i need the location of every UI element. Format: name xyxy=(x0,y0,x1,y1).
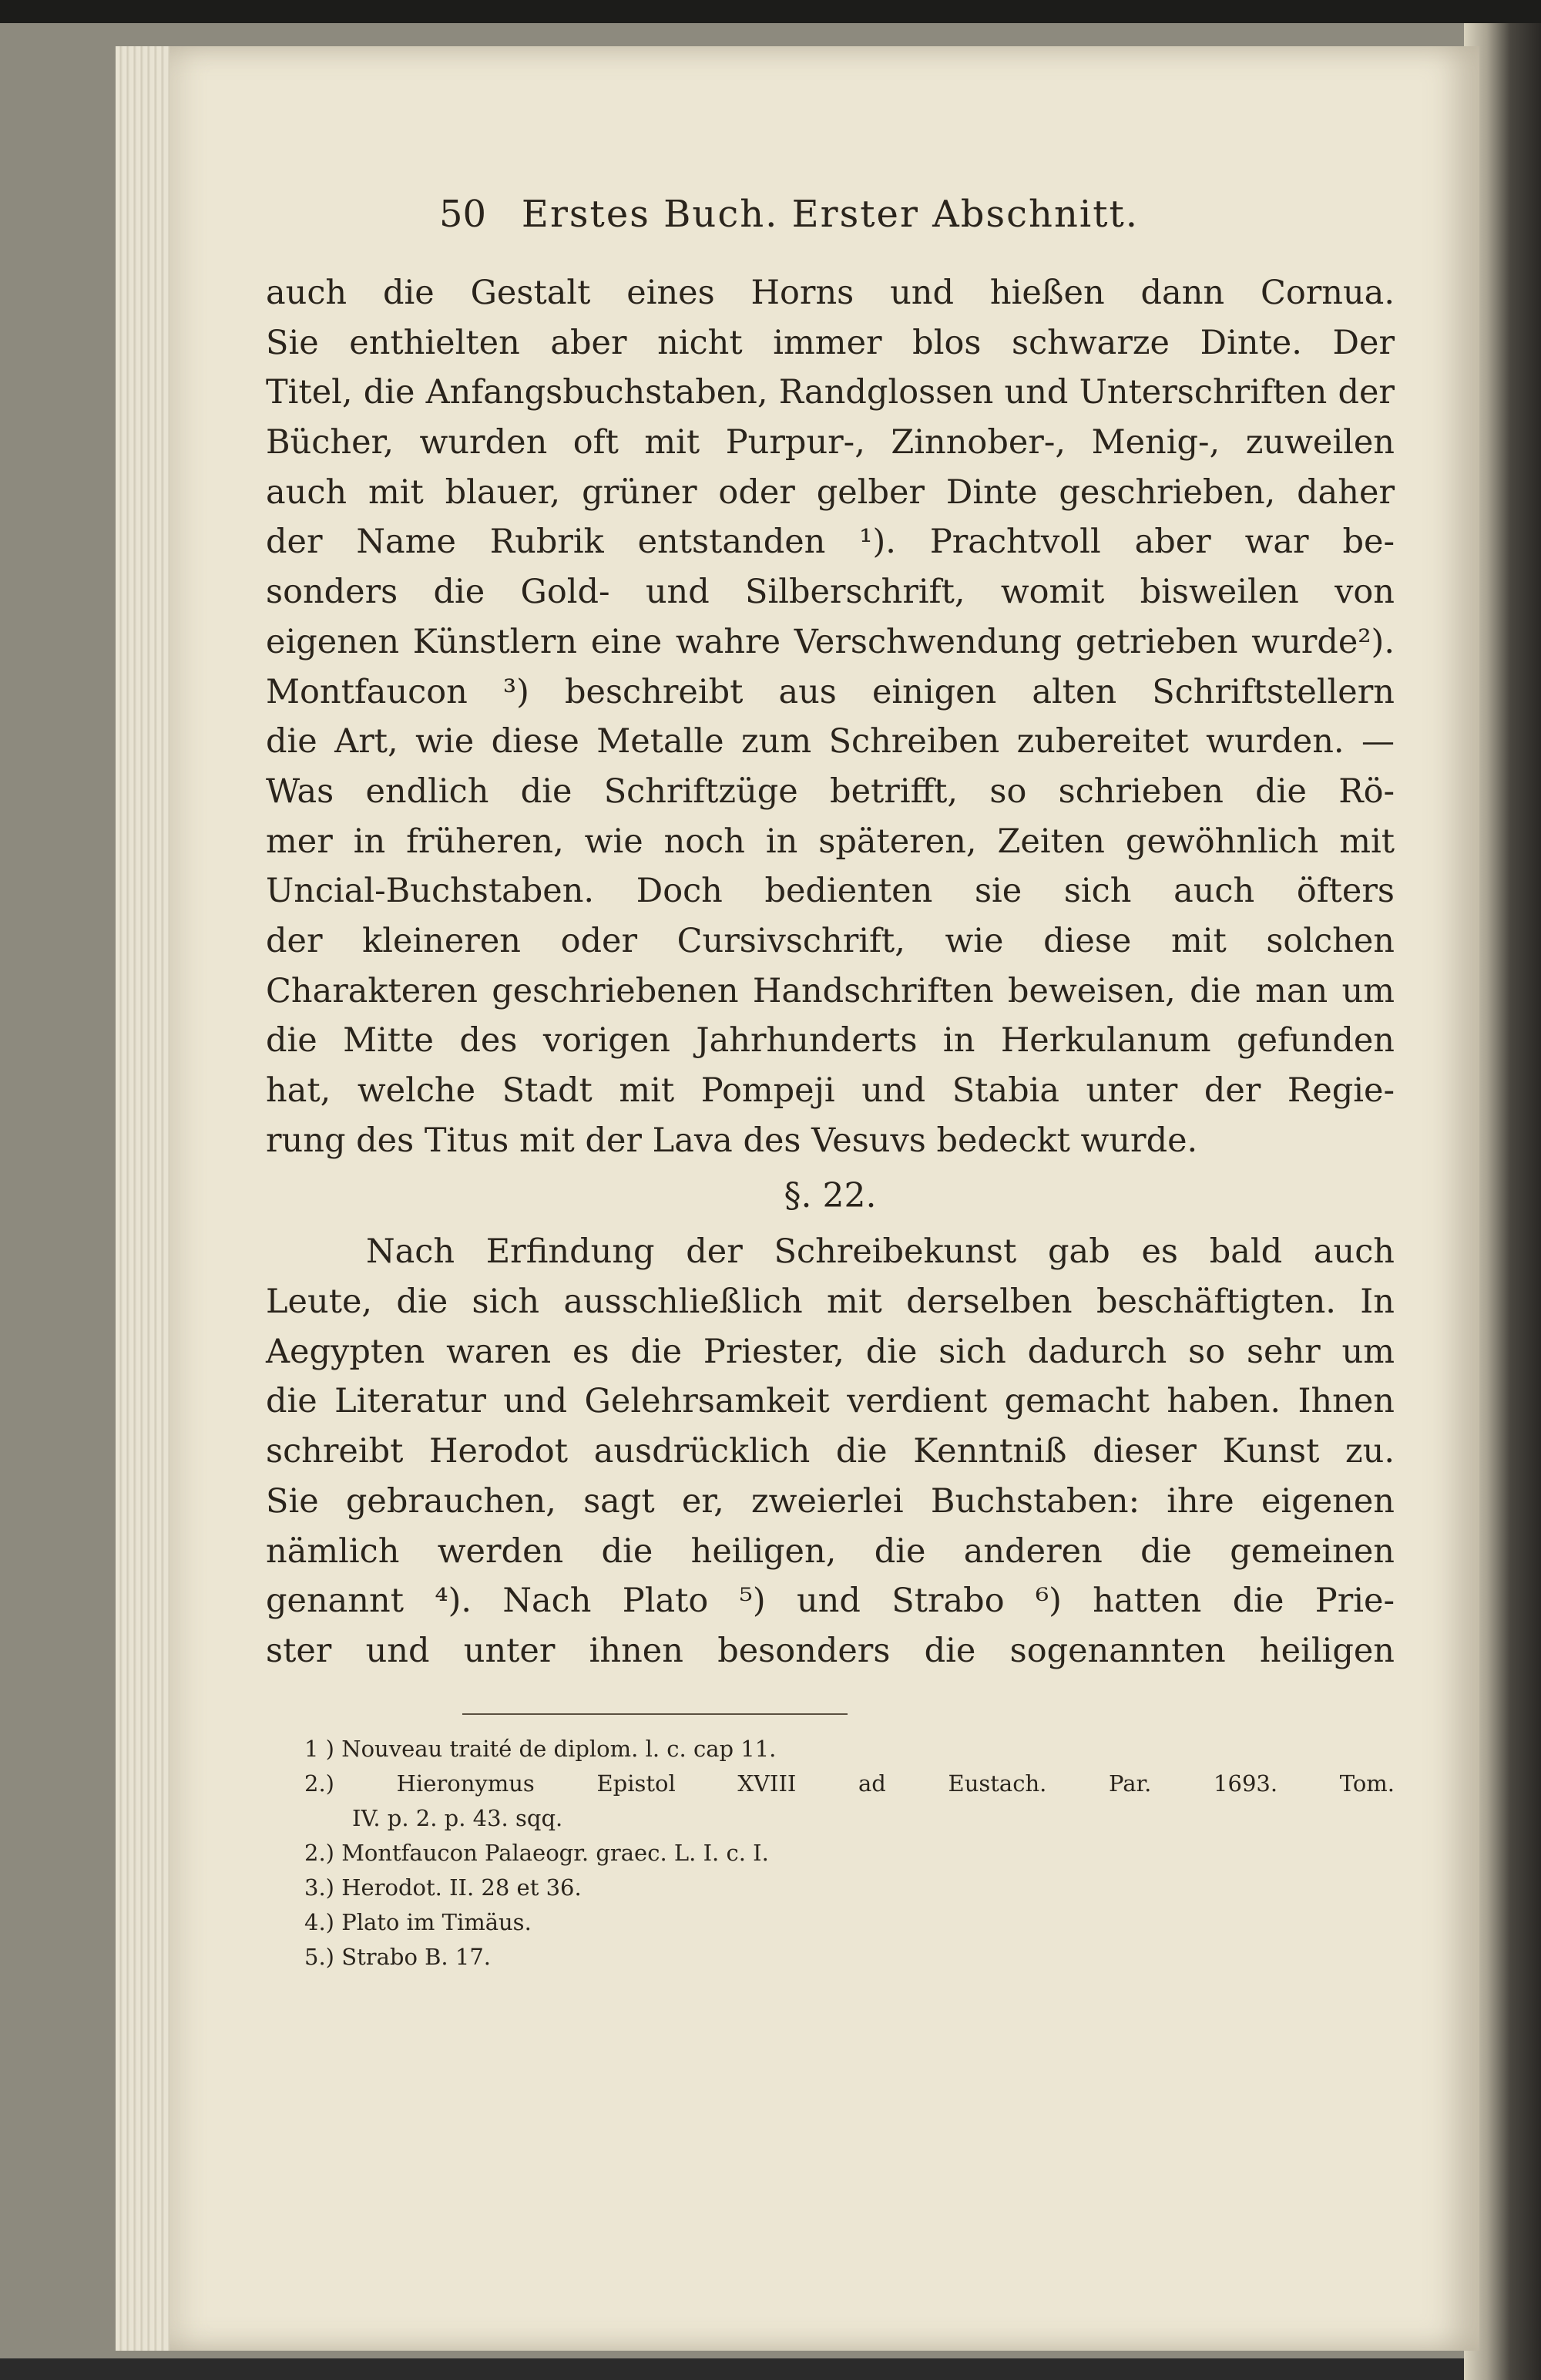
text-line: Sie enthielten aber nicht immer blos schwarze Dinte. Der xyxy=(266,323,1395,362)
text-line: Aegypten waren es die Priester, die sich dadurch so sehr um xyxy=(266,1332,1395,1371)
text-line: auch die Gestalt eines Horns und hießen dann Cornua. xyxy=(266,274,1395,312)
text-line: die Art, wie diese Metalle zum Schreiben zubereitet wurden. — xyxy=(266,722,1395,761)
text-line: Sie gebrauchen, sagt er, zweierlei Buchstaben: ihre eigenen xyxy=(266,1481,1395,1521)
footnote: 2.) Montfaucon Palaeogr. graec. L. I. c. I. xyxy=(304,1839,769,1866)
text-line: Montfaucon ³) beschreibt aus einigen alten Schriftstellern xyxy=(266,672,1395,711)
text-line: rung des Titus mit der Lava des Vesuvs bedeckt wurde. xyxy=(266,1121,1198,1160)
running-head: Erstes Buch. Erster Abschnitt. xyxy=(521,193,1140,236)
text-line: Charakteren geschriebenen Handschriften beweisen, die man um xyxy=(266,971,1395,1010)
section-heading: §. 22. xyxy=(784,1176,877,1216)
text-line: Uncial-Buchstaben. Doch bedienten sie sich auch öfters xyxy=(266,872,1395,911)
text-line: schreibt Herodot ausdrücklich die Kenntniß dieser Kunst zu. xyxy=(266,1432,1395,1471)
text-line: Bücher, wurden oft mit Purpur-, Zinnober-, Menig-, zuweilen xyxy=(266,423,1395,462)
text-line: die Mitte des vorigen Jahrhunderts in Herkulanum gefunden xyxy=(266,1021,1395,1061)
text-line: die Literatur und Gelehrsamkeit verdient gemacht haben. Ihnen xyxy=(266,1382,1395,1421)
text-line: Titel, die Anfangsbuchstaben, Randglossen und Unterschriften der xyxy=(266,373,1395,412)
text-line: der kleineren oder Cursivschrift, wie diese mit solchen xyxy=(266,921,1395,960)
text-line: nämlich werden die heiligen, die anderen die gemeinen xyxy=(266,1531,1395,1571)
text-line: genannt ⁴). Nach Plato ⁵) und Strabo ⁶) hatten die Prie- xyxy=(266,1582,1395,1621)
text-line: der Name Rubrik entstanden ¹). Prachtvoll aber war be- xyxy=(266,523,1395,562)
text-line: sonders die Gold- und Silberschrift, womit bisweilen von xyxy=(266,573,1395,612)
text-line: Was endlich die Schriftzüge betrifft, so schrieben die Rö- xyxy=(266,771,1395,811)
text-line: eigenen Künstlern eine wahre Verschwendung getrieben wurde²). xyxy=(266,622,1395,661)
paragraph-2 xyxy=(266,1227,1395,1676)
footnote: 1 ) Nouveau traité de diplom. l. c. cap 11. xyxy=(304,1735,777,1762)
text-line: hat, welche Stadt mit Pompeji und Stabia unter der Regie- xyxy=(266,1071,1395,1110)
page-number: 50 xyxy=(439,193,487,236)
footnote: 4.) Plato im Timäus. xyxy=(304,1908,532,1935)
text-line: auch mit blauer, grüner oder gelber Dinte geschrieben, daher xyxy=(266,472,1395,512)
footnote: 5.) Strabo B. 17. xyxy=(304,1943,491,1970)
footnote: IV. p. 2. p. 43. sqq. xyxy=(352,1804,563,1831)
text-line: mer in früheren, wie noch in späteren, Zeiten gewöhnlich mit xyxy=(266,822,1395,861)
paragraph-1 xyxy=(266,268,1395,1165)
text-line: Nach Erfindung der Schreibekunst gab es bald auch xyxy=(366,1232,1395,1272)
text-line: Leute, die sich ausschließlich mit derselben beschäftigten. In xyxy=(266,1282,1395,1322)
page-header xyxy=(266,193,1395,247)
footnotes xyxy=(266,1732,1395,1975)
footnote-separator xyxy=(462,1713,848,1715)
text-line: ster und unter ihnen besonders die sogenannten heiligen xyxy=(266,1631,1395,1670)
footnote: 2.) Hieronymus Epistol XVIII ad Eustach. Par. 1693. Tom. xyxy=(304,1770,1395,1797)
page-content xyxy=(266,193,1395,1975)
footnote: 3.) Herodot. II. 28 et 36. xyxy=(304,1874,582,1901)
